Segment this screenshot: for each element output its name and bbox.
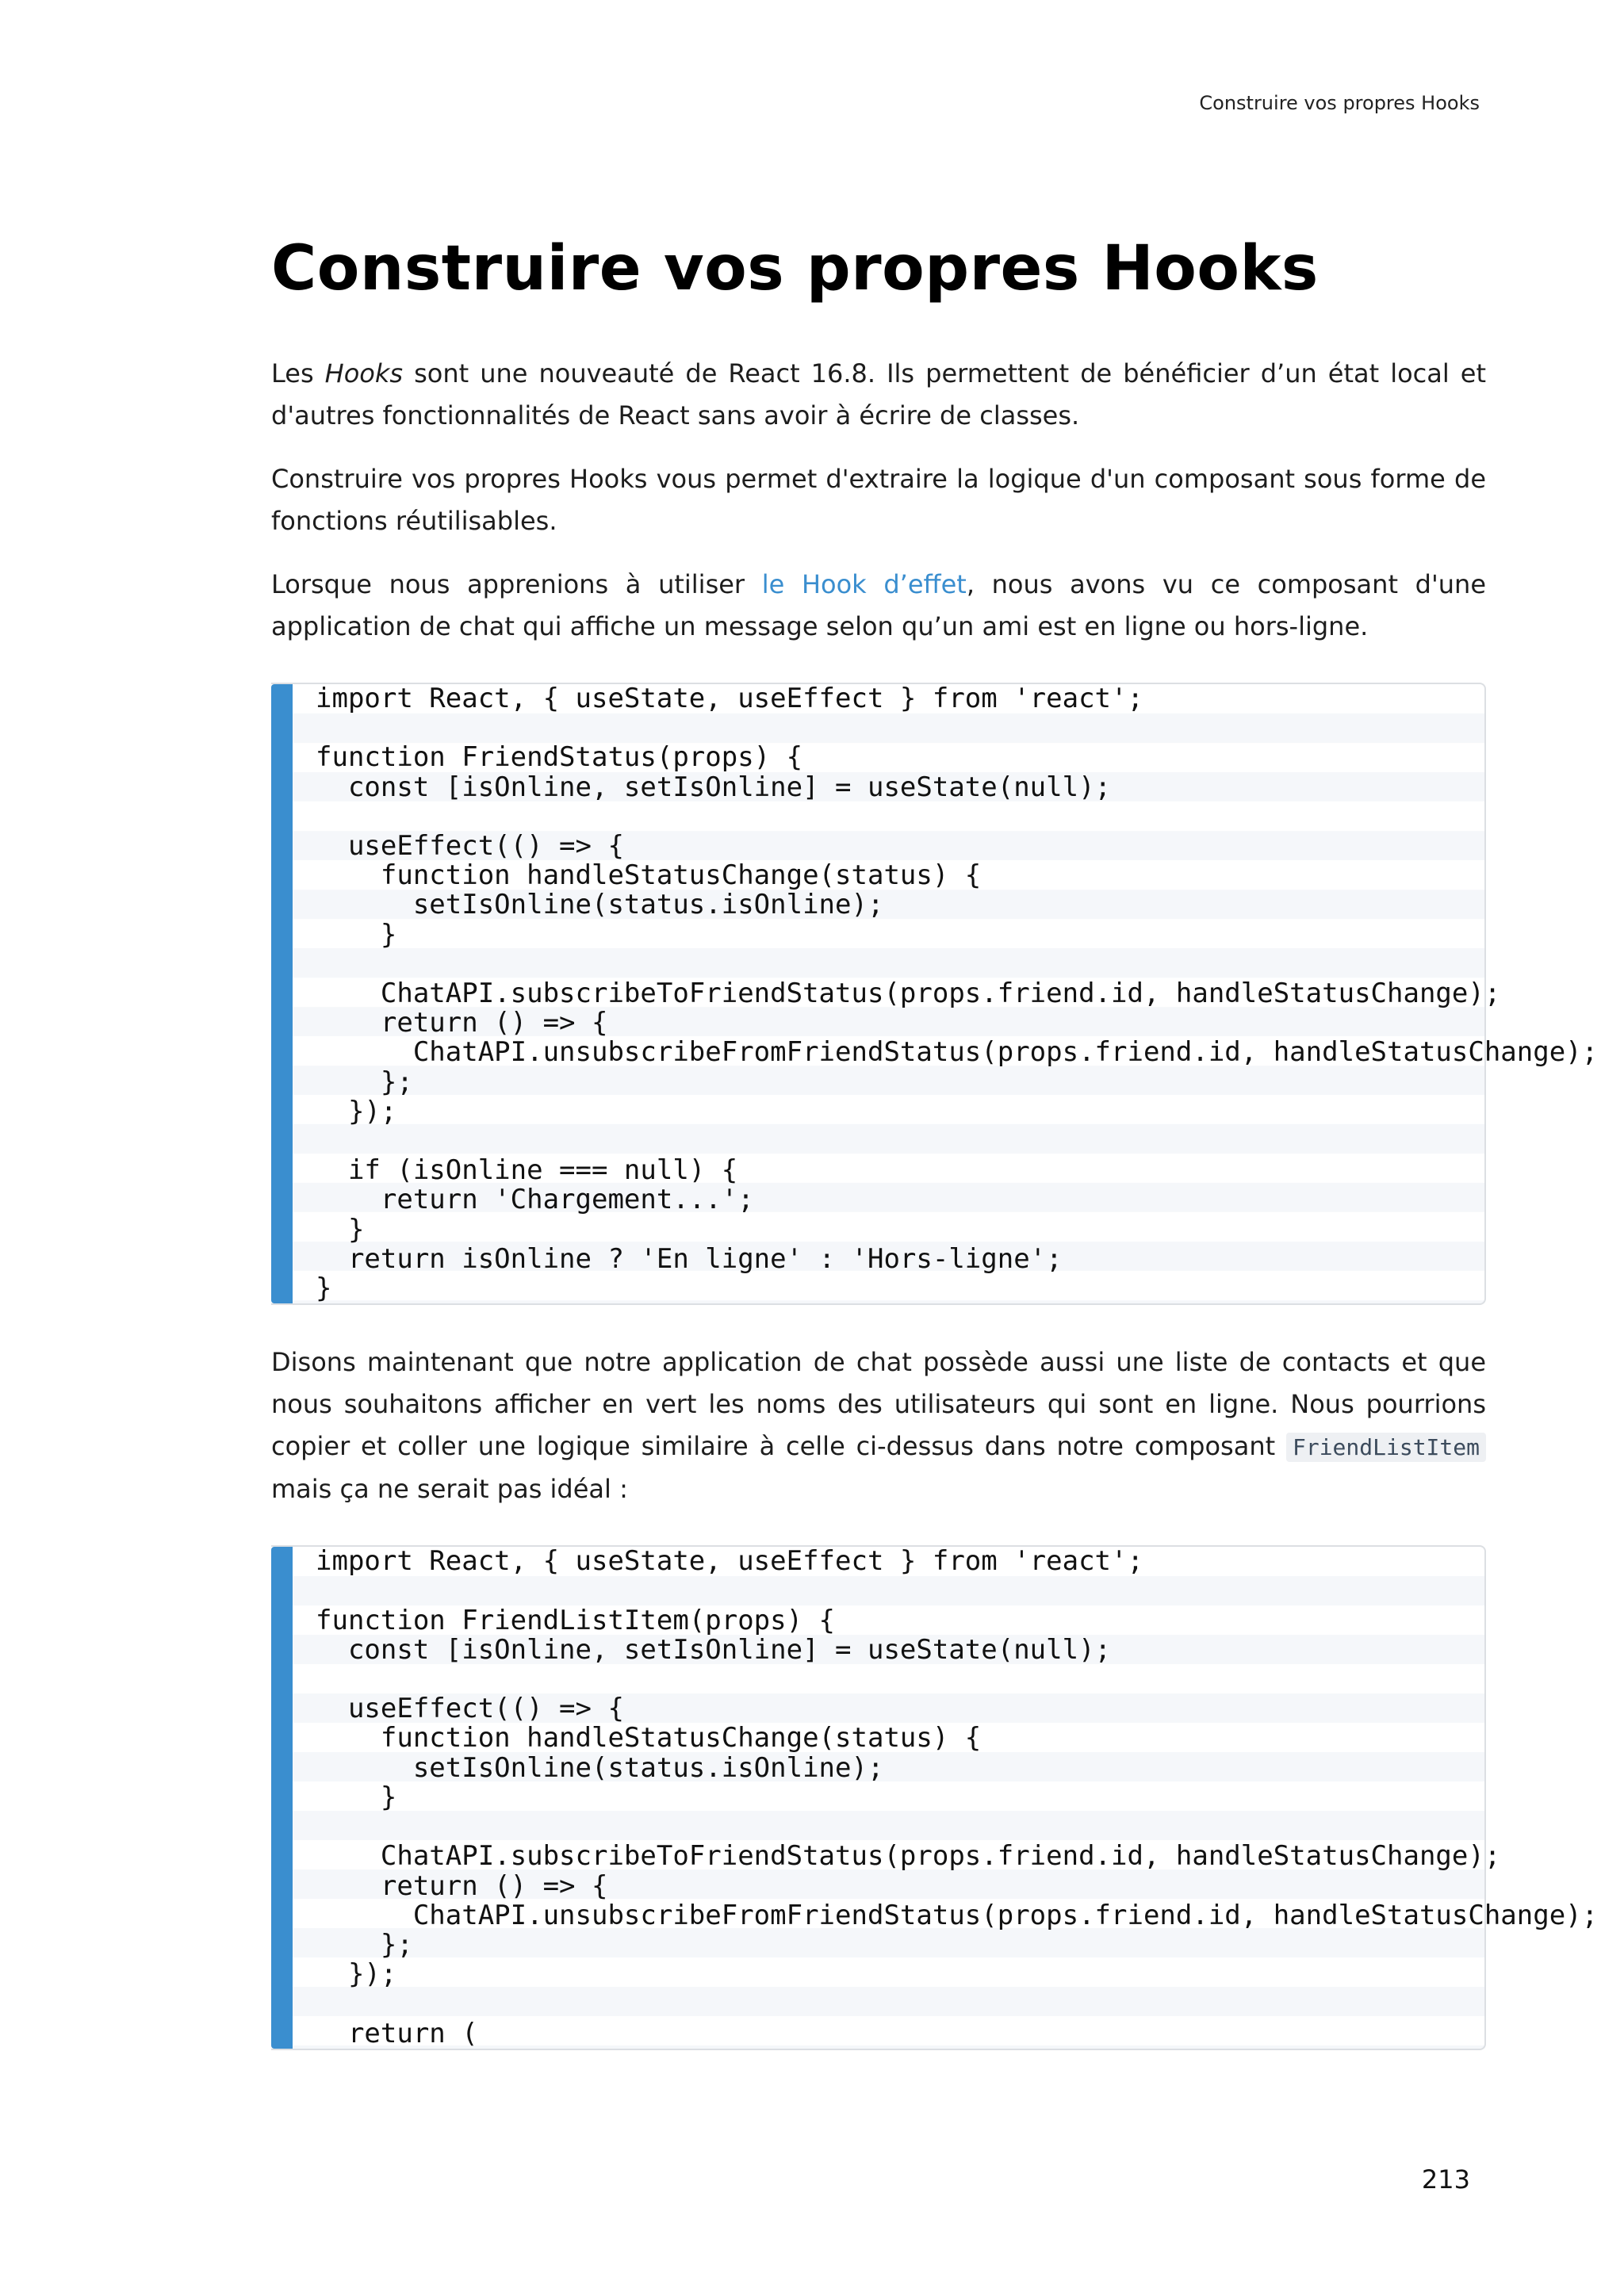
hooks-emphasis: Hooks [324, 358, 404, 388]
intro-paragraph-2: Construire vos propres Hooks vous permet d'extraire la logique d'un composant sous forme de fonctions réutilisables. [271, 464, 1486, 536]
page-number: 213 [1421, 2164, 1470, 2195]
paragraph-friend-list: Disons maintenant que notre application de chat possède aussi une liste de contacts et que nous souhaitons afficher en vert les noms des utilisateurs qui sont en ligne. Nous pourrions copier et coller une logique similaire à celle ci-dessus dans notre composant FriendListItem mais ça ne serait pas idéal : [271, 1347, 1486, 1505]
page-title: Construire vos propres Hooks [271, 233, 1319, 304]
page-content [271, 226, 1599, 2087]
effect-hook-link[interactable]: le Hook d’effet [761, 569, 967, 599]
intro-paragraph-1: Les Hooks sont une nouveauté de React 16.8. Ils permettent de bénéficier d’un état local et d'autres fonctionnalités de React sans avoir à écrire de classes. [271, 358, 1487, 430]
code-block-accent-bar [271, 684, 293, 1303]
inline-code-friendlistitem: FriendListItem [1286, 1433, 1486, 1462]
code-block-friend-status [271, 683, 1599, 1305]
intro-paragraph-3: Lorsque nous apprenions à utiliser le Hook d’effet, nous avons vu ce composant d'une application de chat qui affiche un message selon qu’un ami est en ligne ou hors-ligne. [271, 569, 1487, 641]
code-block-accent-bar [271, 1547, 293, 2048]
running-header: Construire vos propres Hooks [1199, 92, 1480, 114]
code-listing: import React, { useState, useEffect } from 'react'; function FriendStatus(props) { const [isOnline, setIsOnline] = useState(null); useEffect(() => { function handleStatusChange(status) { setIsOnline(status.isOnline); } ChatAPI.subscribeToFriendStatus(props.friend.id, handleStatusChange); return () => { ChatAPI.unsubscribeFromFriendStatus(props.friend.id, handleStatusChange); }; }); if (isOnline === null) { return 'Chargement...'; } return isOnline ? 'En ligne' : 'Hors-ligne'; } [316, 683, 1599, 1305]
code-listing: import React, { useState, useEffect } from 'react'; function FriendListItem(props) { const [isOnline, setIsOnline] = useState(null); useEffect(() => { function handleStatusChange(status) { setIsOnline(status.isOnline); } ChatAPI.subscribeToFriendStatus(props.friend.id, handleStatusChange); return () => { ChatAPI.unsubscribeFromFriendStatus(props.friend.id, handleStatusChange); }; }); return ( [316, 1545, 1599, 2049]
code-block-friend-list-item [271, 1545, 1599, 2049]
